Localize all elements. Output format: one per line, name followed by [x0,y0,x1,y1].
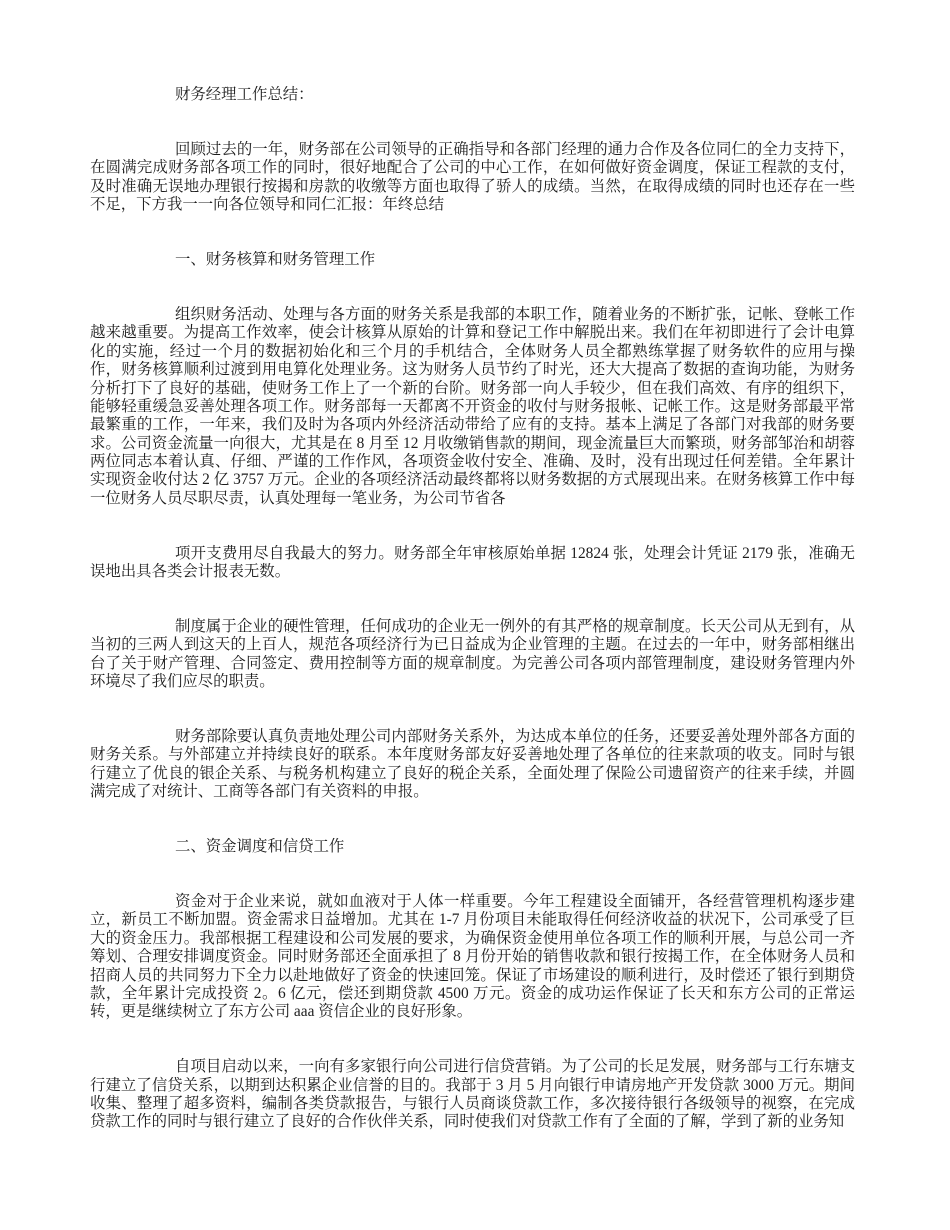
document-title: 财务经理工作总结： [175,86,314,103]
section-1-paragraph-2: 项开支费用尽自我最大的努力。财务部全年审核原始单据 12824 张，处理会计凭证 2179 张，准确无误地出具各类会计报表无数。 [90,544,855,580]
section-2-heading: 二、资金调度和信贷工作 [175,838,345,856]
section-1-paragraph-1: 组织财务活动、处理与各方面的财务关系是我部的本职工作，随着业务的不断扩张，记帐、登帐工作越来越重要。为提高工作效率，使会计核算从原始的计算和登记工作中解脱出来。我们在年初即进行了会计电算化的实施，经过一个月的数据初始化和三个月的手机结合，全体财务人员全都熟练掌握了财务软件的应用与操作，财务核算顺利过渡到用电算化处理业务。这为财务人员节约了时光，还大大提高了数据的查询功能，为财务分析打下了良好的基础，使财务工作上了一个新的台阶。财务部一向人手较少，但在我们高效、有序的组织下，能够轻重缓急妥善处理各项工作。财务部每一天都离不开资金的收付与财务报帐、记帐工作。这是财务部最平常最繁重的工作，一年来，我们及时为各项内外经济活动带给了应有的支持。基本上满足了各部门对我部的财务要求。公司资金流量一向很大，尤其是在 8 月至 12 月收缴销售款的期间，现金流量巨大而繁琐，财务部邹治和胡蓉两位同志本着认真、仔细、严谨的工作作风，各项资金收付安全、准确、及时，没有出现过任何差错。全年累计实现资金收付达 2 亿 3757 万元。企业的各项经济活动最终都将以财务数据的方式展现出来。在财务核算工作中每一位财务人员尽职尽责，认真处理每一笔业务，为公司节省各 [90,306,855,507]
intro-paragraph: 回顾过去的一年，财务部在公司领导的正确指导和各部门经理的通力合作及各位同仁的全力支持下，在圆满完成财务部各项工作的同时，很好地配合了公司的中心工作，在如何做好资金调度，保证工程款的支付，及时准确无误地办理银行按揭和房款的收缴等方面也取得了骄人的成绩。当然，在取得成绩的同时也还存在一些不足，下方我一一向各位领导和同仁汇报：年终总结 [90,141,855,214]
section-2-paragraph-2: 自项目启动以来，一向有多家银行向公司进行信贷营销。为了公司的长足发展，财务部与工行东塘支行建立了信贷关系，以期到达积累企业信誉的目的。我部于 3 月 5 月向银行申请房地产开发贷款 3000 万元。期间收集、整理了超多资料，编制各类贷款报告，与银行人员商谈贷款工作，多次接待银行各级领导的视察，在完成贷款工作的同时与银行建立了良好的合作伙伴关系，同时使我们对贷款工作有了全面的了解，学到了新的业务知 [90,1058,855,1131]
section-2-paragraph-1: 资金对于企业来说，就如血液对于人体一样重要。今年工程建设全面铺开，各经营管理机构逐步建立，新员工不断加盟。资金需求日益增加。尤其在 1-7 月份项目未能取得任何经济收益的状况下，公司承受了巨大的资金压力。我部根据工程建设和公司发展的要求，为确保资金使用单位各项工作的顺利开展，与总公司一齐筹划、合理安排调度资金。同时财务部还全面承担了 8 月份开始的销售收款和银行按揭工作，在全体财务人员和招商人员的共同努力下全力以赴地做好了资金的快速回笼。保证了市场建设的顺利进行，及时偿还了银行到期贷款，全年累计完成投资 2。6 亿元，偿还到期贷款 4500 万元。资金的成功运作保证了长天和东方公司的正常运转，更是继续树立了东方公司 aaa 资信企业的良好形象。 [90,893,855,1021]
section-1-paragraph-4: 财务部除要认真负责地处理公司内部财务关系外，为达成本单位的任务，还要妥善处理外部各方面的财务关系。与外部建立并持续良好的联系。本年度财务部友好妥善地处理了各单位的往来款项的收支。同时与银行建立了优良的银企关系、与税务机构建立了良好的税企关系，全面处理了保险公司遗留资产的往来手续，并圆满完成了对统计、工商等各部门有关资料的申报。 [90,728,855,801]
section-1-heading: 一、财务核算和财务管理工作 [175,251,376,269]
section-1-paragraph-3: 制度属于企业的硬性管理，任何成功的企业无一例外的有其严格的规章制度。长天公司从无到有，从当初的三两人到这天的上百人，规范各项经济行为已日益成为企业管理的主题。在过去的一年中，财务部相继出台了关于财产管理、合同签定、费用控制等方面的规章制度。为完善公司各项内部管理制度，建设财务管理内外环境尽了我们应尽的职责。 [90,617,855,690]
